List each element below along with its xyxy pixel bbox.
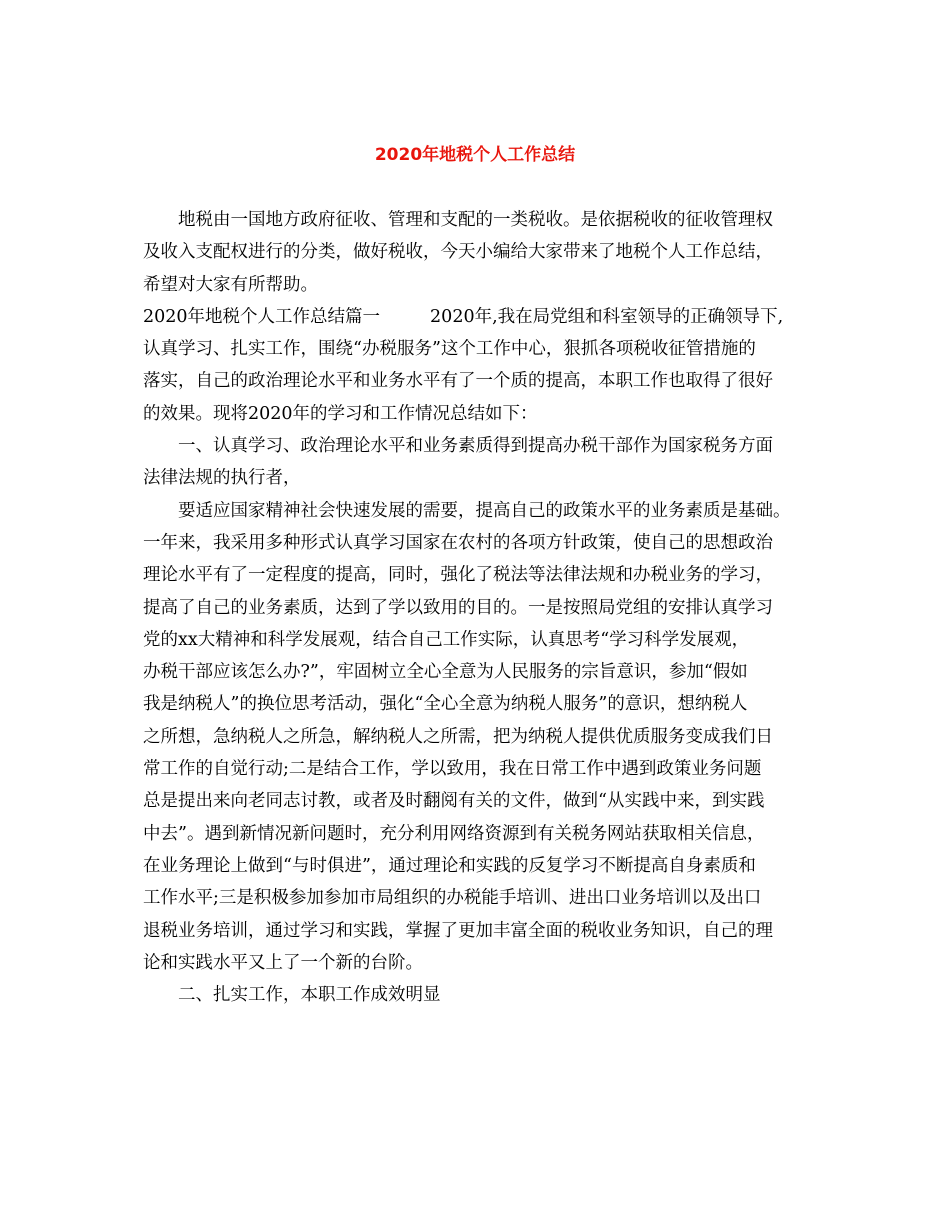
body-line: 退税业务培训，通过学习和实践，掌握了更加丰富全面的税收业务知识，自己的理 <box>143 920 773 941</box>
body-line: 及收入支配权进行的分类，做好税收，今天小编给大家带来了地税个人工作总结， <box>143 242 773 263</box>
body-line: 一、认真学习、政治理论水平和业务素质得到提高办税干部作为国家税务方面 <box>178 436 773 457</box>
body-line: 之所想，急纳税人之所急，解纳税人之所需，把为纳税人提供优质服务变成我们日 <box>143 726 773 747</box>
body-line: 工作水平;三是积极参加参加市局组织的办税能手培训、进出口业务培训以及出口 <box>143 888 762 909</box>
body-line: 落实，自己的政治理论水平和业务水平有了一个质的提高，本职工作也取得了很好 <box>143 371 773 392</box>
body-line: 论和实践水平又上了一个新的台阶。 <box>143 952 423 973</box>
document-title: 2020年地税个人工作总结 <box>374 145 576 165</box>
body-line: 认真学习、扎实工作，围绕“办税服务”这个工作中心，狠抓各项税收征管措施的 <box>143 339 756 360</box>
body-line: 希望对大家有所帮助。 <box>143 274 318 295</box>
body-line-heading <box>143 301 823 333</box>
section-heading: 2020年地税个人工作总结篇一 <box>143 306 381 327</box>
body-line: 一年来，我采用多种形式认真学习国家在农村的各项方针政策，使自己的思想政治 <box>143 532 773 553</box>
body-line: 常工作的自觉行动;二是结合工作，学以致用，我在日常工作中遇到政策业务问题 <box>143 759 762 780</box>
body-line: 二、扎实工作，本职工作成效明显 <box>178 985 441 1006</box>
body-line: 总是提出来向老同志讨教，或者及时翻阅有关的文件，做到“从实践中来，到实践 <box>143 791 765 812</box>
body-line: 办税干部应该怎么办?”，牢固树立全心全意为人民服务的宗旨意识，参加“假如 <box>143 662 748 683</box>
body-line: 要适应国家精神社会快速发展的需要，提高自己的政策水平的业务素质是基础。 <box>178 500 791 521</box>
body-line: 的效果。现将2020年的学习和工作情况总结如下： <box>143 403 538 424</box>
body-line-continuation: 2020年,我在局党组和科室领导的正确领导下, <box>430 306 784 327</box>
body-line: 法律法规的执行者， <box>143 468 301 489</box>
body-line: 在业务理论上做到“与时俱进”，通过理论和实践的反复学习不断提高自身素质和 <box>143 855 756 876</box>
body-line: 理论水平有了一定程度的提高，同时，强化了税法等法律法规和办税业务的学习， <box>143 565 773 586</box>
body-line: 党的xx大精神和科学发展观，结合自己工作实际，认真思考“学习科学发展观， <box>143 629 750 650</box>
body-line: 中去”。遇到新情况新问题时，充分利用网络资源到有关税务网站获取相关信息， <box>143 823 765 844</box>
body-line: 地税由一国地方政府征收、管理和支配的一类税收。是依据税收的征收管理权 <box>178 210 773 230</box>
body-line: 我是纳税人”的换位思考活动，强化“全心全意为纳税人服务”的意识，想纳税人 <box>143 694 748 715</box>
body-line: 提高了自己的业务素质，达到了学以致用的目的。一是按照局党组的安排认真学习 <box>143 597 773 618</box>
document-body <box>143 204 823 1011</box>
